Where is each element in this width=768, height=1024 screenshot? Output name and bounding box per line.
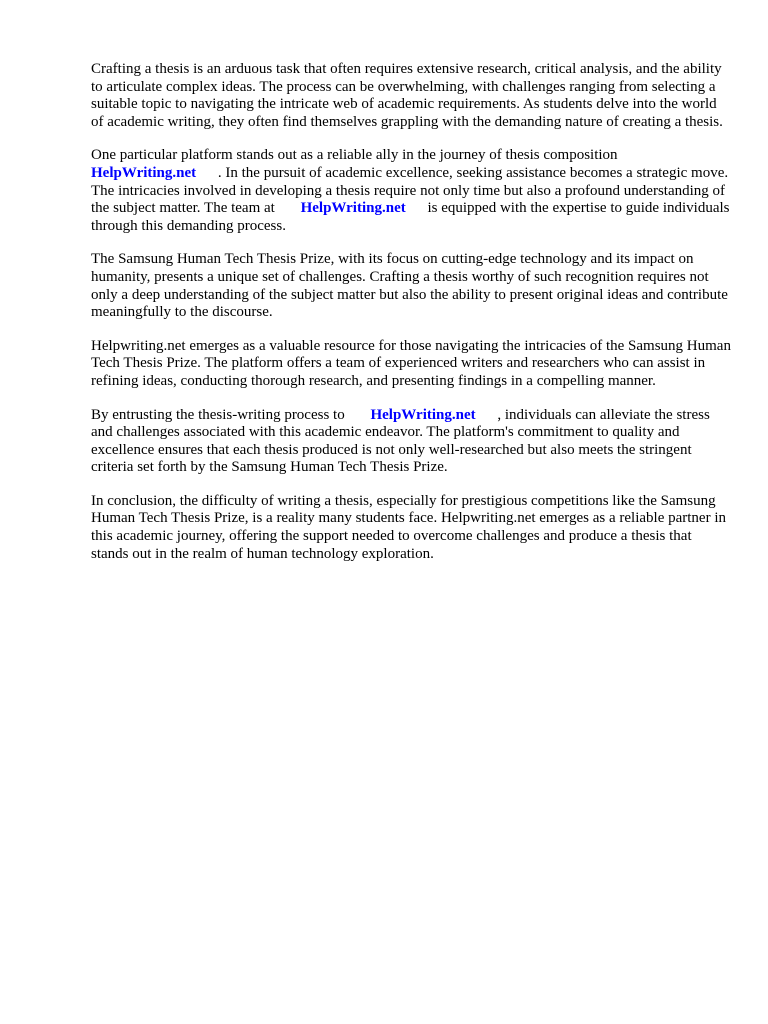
paragraph-platform bbox=[91, 147, 731, 235]
paragraph-text: One particular platform stands out as a reliable ally in the journey of thesis composition bbox=[91, 147, 618, 164]
paragraph-text: , individuals can alleviate the stress and challenges associated with this academic endeavor. The platform's commitment to quality and excellence ensures that each thesis produced is not only well-researched but also meets the stringent criteria set forth by the Samsung Human Tech Thesis Prize. bbox=[91, 406, 710, 476]
paragraph-text: Crafting a thesis is an arduous task that often requires extensive research, critical analysis, and the ability to articulate complex ideas. The process can be overwhelming, with challenges ranging from selecting a suitable topic to navigating the intricate web of academic requirements. As students delve into the world of academic writing, they often find themselves grappling with the demanding nature of creating a thesis. bbox=[91, 61, 723, 130]
paragraph-resource bbox=[91, 338, 731, 391]
paragraph-samsung-prize bbox=[91, 251, 731, 321]
paragraph-text: In conclusion, the difficulty of writing a thesis, especially for prestigious competitions like the Samsung Human Tech Thesis Prize, is a reality many students face. Helpwriting.net emerges as a reliable partner in this academic journey, offering the support needed to overcome challenges and produce a thesis that stands out in the realm of human technology exploration. bbox=[91, 492, 726, 562]
paragraph-text: is equipped with the expertise to guide individuals through this demanding process. bbox=[91, 200, 730, 234]
paragraph-conclusion bbox=[91, 493, 731, 563]
helpwriting-link[interactable]: HelpWriting.net bbox=[370, 406, 476, 423]
document-body bbox=[91, 61, 731, 579]
paragraph-text: . In the pursuit of academic excellence, seeking assistance becomes a strategic move. The intricacies involved in developing a thesis require not only time but also a profound understanding of the subject matter. The team at bbox=[91, 164, 729, 217]
paragraph-text: By entrusting the thesis-writing process to bbox=[91, 406, 345, 423]
paragraph-text: Helpwriting.net emerges as a valuable resource for those navigating the intricacies of the Samsung Human Tech Thesis Prize. The platform offers a team of experienced writers and researchers who can assist in refining ideas, conducting thorough research, and presenting findings in a compelling manner. bbox=[91, 337, 731, 389]
paragraph-intro bbox=[91, 61, 731, 131]
paragraph-entrusting bbox=[91, 407, 731, 477]
paragraph-text: The Samsung Human Tech Thesis Prize, with its focus on cutting-edge technology and its impact on humanity, presents a unique set of challenges. Crafting a thesis worthy of such recognition requires not only a deep understanding of the subject matter but also the ability to present original ideas and contribute meaningfully to the discourse. bbox=[91, 251, 728, 321]
helpwriting-link[interactable]: HelpWriting.net bbox=[91, 164, 197, 181]
helpwriting-link[interactable]: HelpWriting.net bbox=[300, 200, 406, 217]
